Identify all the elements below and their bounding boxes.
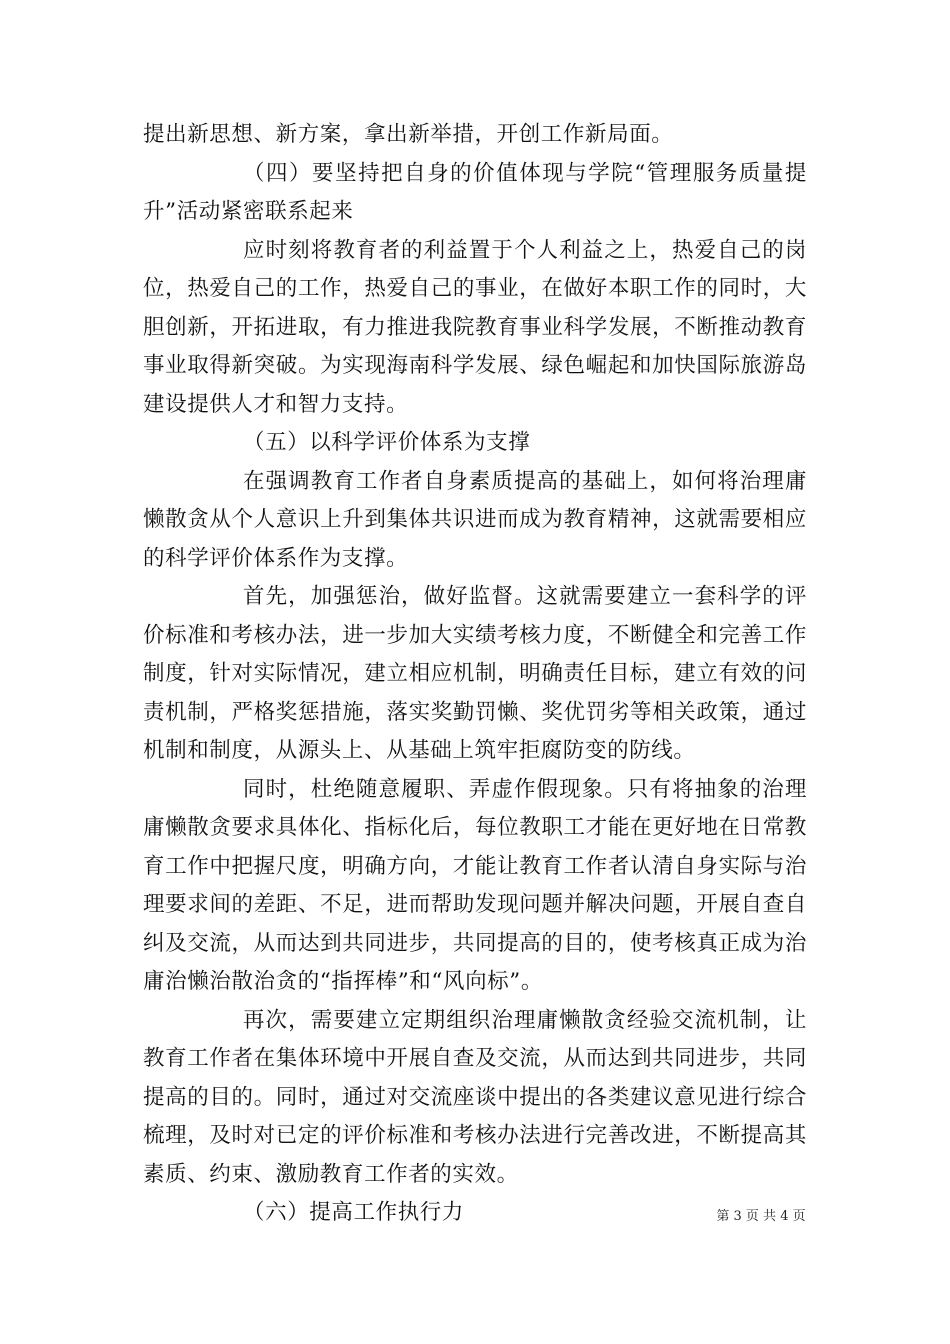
paragraph-continuation: 提出新思想、新方案，拿出新举措，开创工作新局面。 <box>143 122 674 147</box>
body-paragraph: 同时，杜绝随意履职、弄虚作假现象。只有将抽象的治理庸懒散贪要求具体化、指标化后，每位教职工才能在更好地在日常教育工作中把握尺度，明确方向，才能让教育工作者认清自身实际与治理要求间的差距、不足，进而帮助发现问题并解决问题，开展自查自纠及交流，从而达到共同进步，共同提高的目的，使考核真正成为治庸治懒治散治贪的“指挥棒”和“风向标”。 <box>143 776 807 994</box>
section-heading-6: （六）提高工作执行力 <box>243 1200 465 1225</box>
section-heading-4: （四）要坚持把自身的价值体现与学院“管理服务质量提升”活动紧密联系起来 <box>143 160 807 224</box>
body-paragraph: 应时刻将教育者的利益置于个人利益之上，热爱自己的岗位，热爱自己的工作，热爱自己的事业，在做好本职工作的同时，大胆创新，开拓进取，有力推进我院教育事业科学发展，不断推动教育事业取得新突破。为实现海南科学发展、绿色崛起和加快国际旅游岛建设提供人才和智力支持。 <box>143 237 807 417</box>
page-number: 第 3 页 共 4 页 <box>716 1209 806 1224</box>
document-body <box>143 116 807 1233</box>
body-paragraph: 在强调教育工作者自身素质提高的基础上，如何将治理庸懒散贪从个人意识上升到集体共识进而成为教育精神，这就需要相应的科学评价体系作为支撑。 <box>143 468 807 571</box>
page-footer <box>0 1205 950 1224</box>
body-paragraph: 首先，加强惩治，做好监督。这就需要建立一套科学的评价标准和考核办法，进一步加大实绩考核力度，不断健全和完善工作制度，针对实际情况，建立相应机制，明确责任目标，建立有效的问责机制，严格奖惩措施，落实奖勤罚懒、奖优罚劣等相关政策，通过机制和制度，从源头上、从基础上筑牢拒腐防变的防线。 <box>143 584 807 763</box>
section-heading-5: （五）以科学评价体系为支撑 <box>243 430 531 455</box>
body-paragraph: 再次，需要建立定期组织治理庸懒散贪经验交流机制，让教育工作者在集体环境中开展自查及交流，从而达到共同进步，共同提高的目的。同时，通过对交流座谈中提出的各类建议意见进行综合梳理，及时对已定的评价标准和考核办法进行完善改进，不断提高其素质、约束、激励教育工作者的实效。 <box>143 1007 807 1187</box>
